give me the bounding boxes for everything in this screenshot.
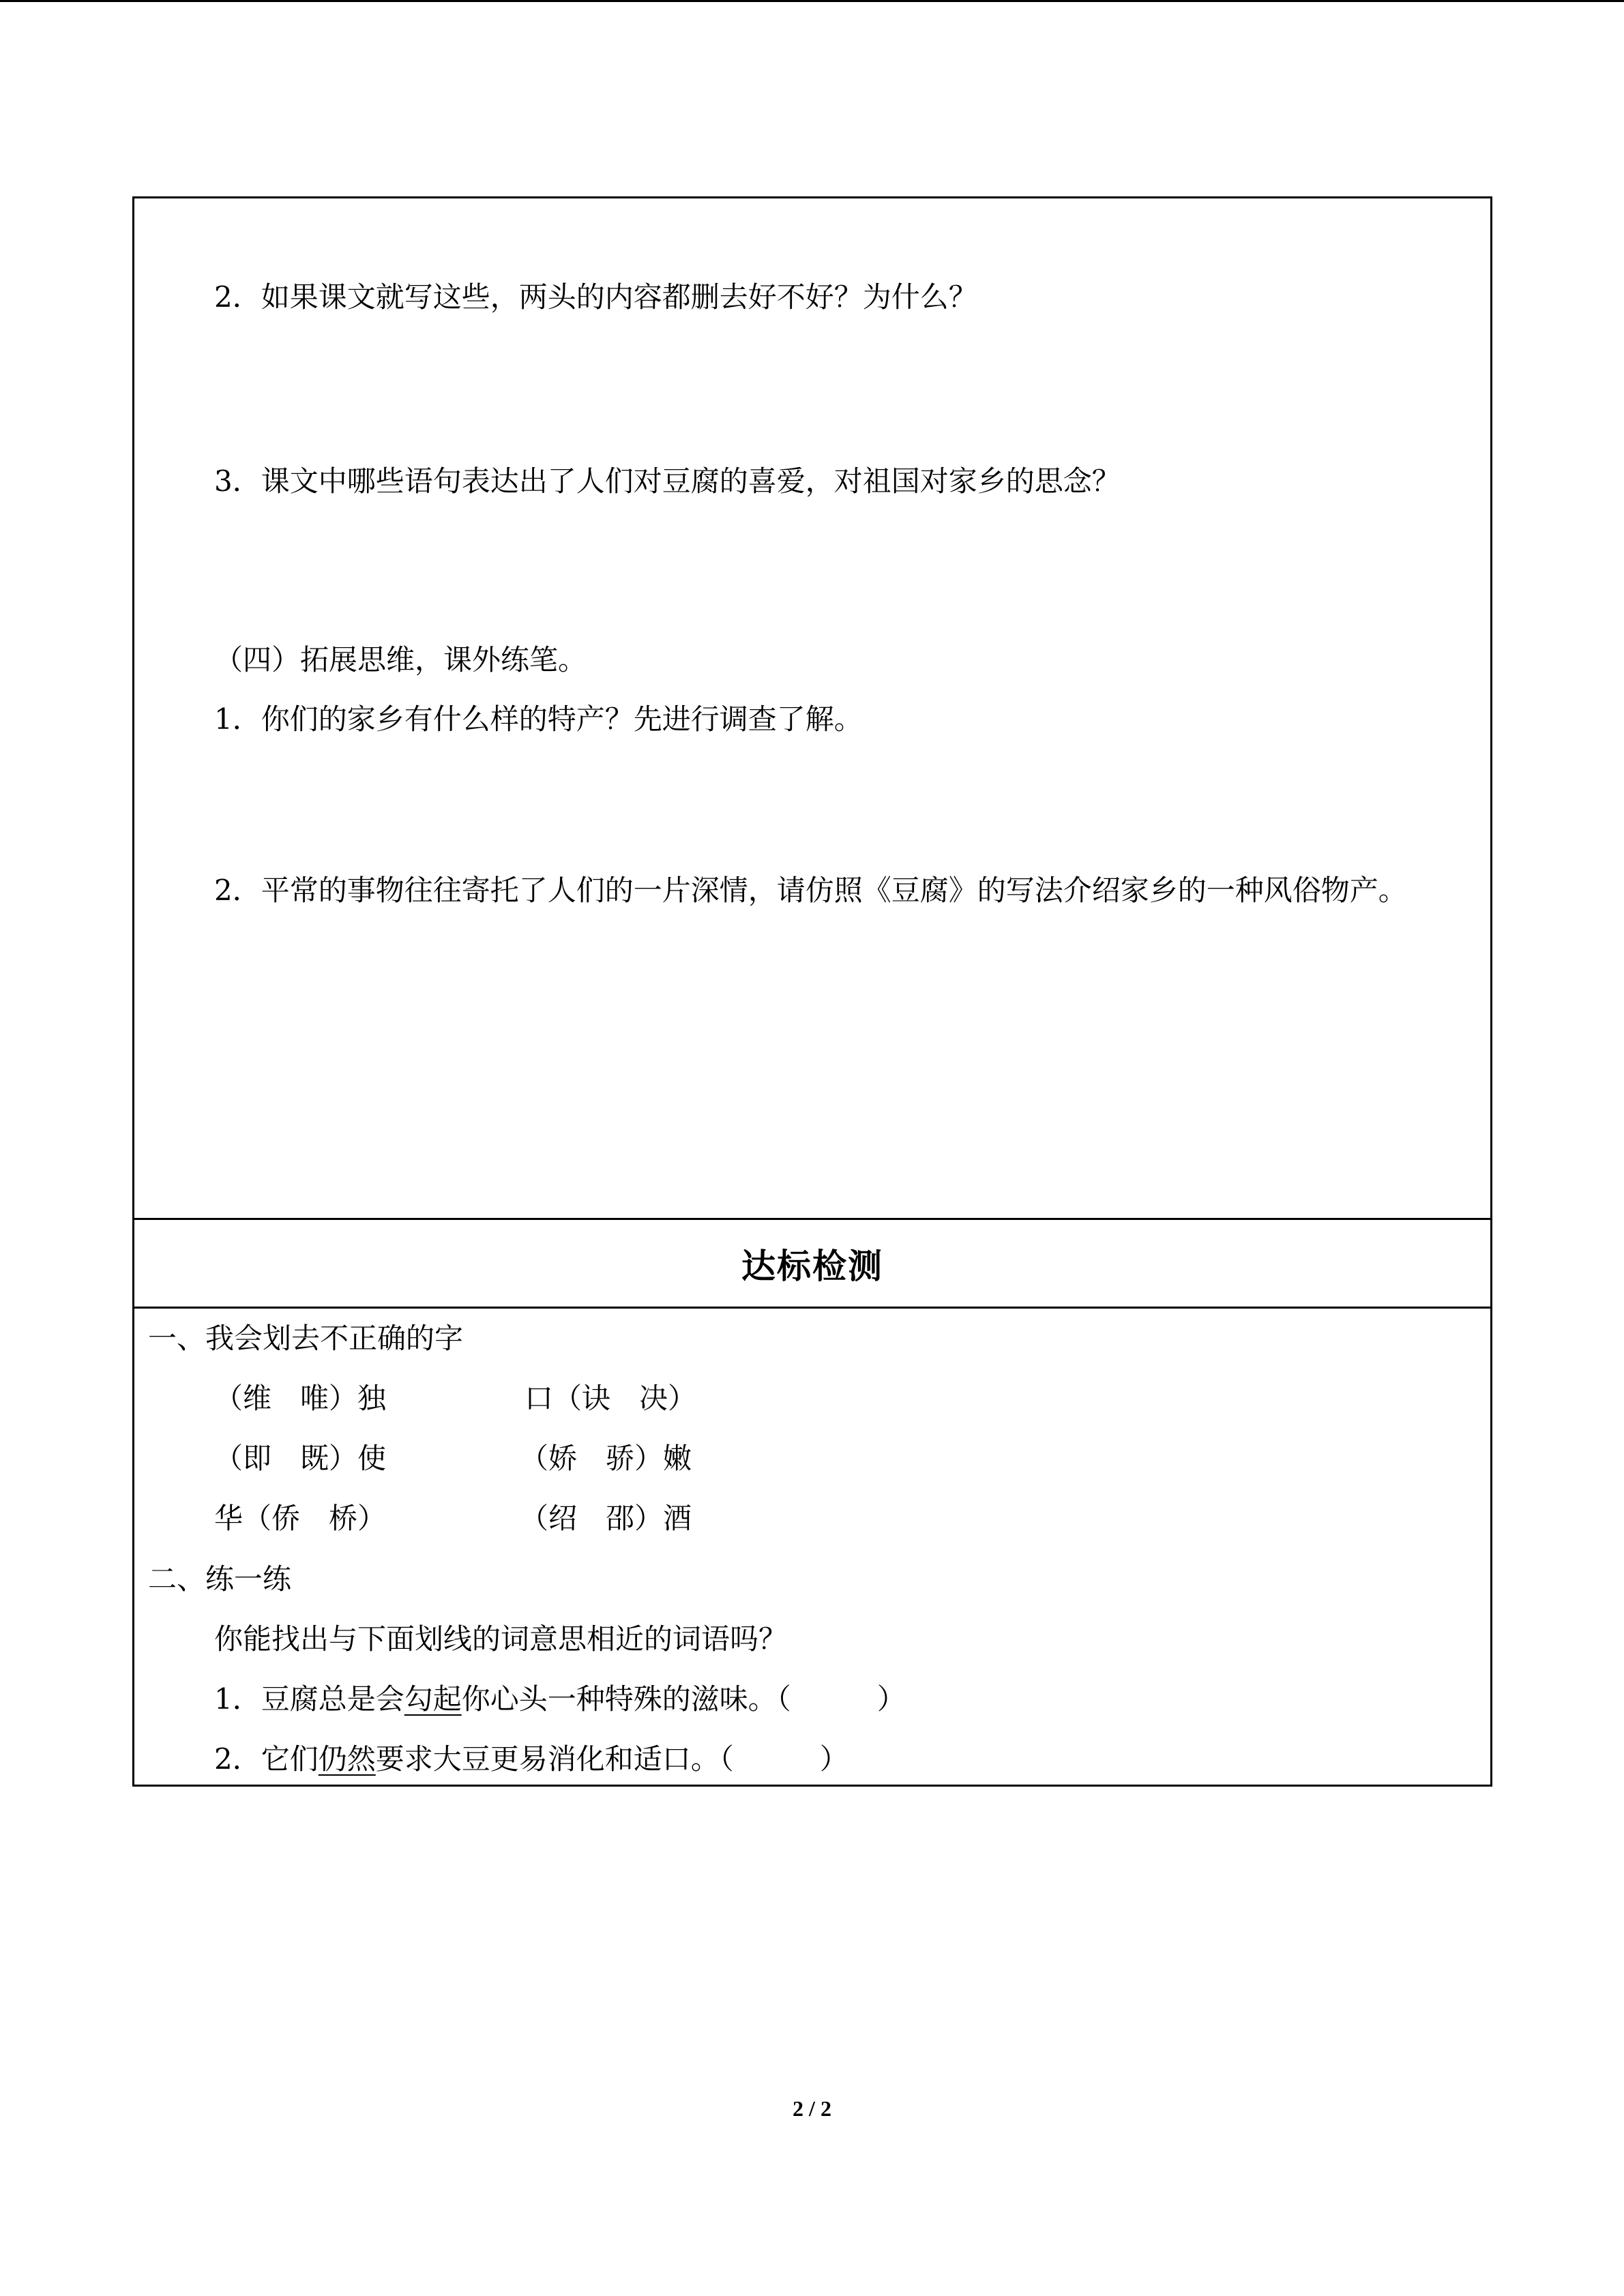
top-rule — [0, 0, 1624, 2]
question-2: 2．如果课文就写这些，两头的内容都删去好不好？为什么？ — [214, 280, 977, 314]
exercise-1-item: 华（侨 桥） — [214, 1502, 387, 1535]
part-4-question-2: 2．平常的事物往往寄托了人们的一片深情，请仿照《豆腐》的写法介绍家乡的一种风俗物产。 — [214, 874, 1407, 907]
exercise-1-heading: 一、我会划去不正确的字 — [148, 1322, 464, 1355]
sentence-1-suffix: 你心头一种特殊的滋味。（ ） — [461, 1682, 906, 1716]
worksheet-table — [132, 196, 1492, 1787]
sentence-2-prefix: 2．它们 — [214, 1742, 319, 1776]
question-3: 3．课文中哪些语句表达出了人们对豆腐的喜爱，对祖国对家乡的思念？ — [214, 464, 1121, 498]
exercise-1-item: （娇 骄）嫩 — [520, 1442, 692, 1475]
exercise-1-item: 口（诀 决） — [525, 1382, 697, 1415]
part-4-heading: （四）拓展思维，课外练笔。 — [214, 643, 587, 676]
exercise-1-item: （即 既）使 — [214, 1442, 387, 1475]
page-number: 2 / 2 — [793, 2096, 831, 2121]
reading-questions-section — [134, 198, 1490, 1220]
assessment-body — [134, 1309, 1490, 1785]
assessment-header — [134, 1220, 1490, 1309]
exercise-2-heading: 二、练一练 — [148, 1562, 292, 1596]
part-4-question-1: 1．你们的家乡有什么样的特产？先进行调查了解。 — [214, 702, 863, 736]
exercise-2-prompt: 你能找出与下面划线的词意思相近的词语吗？ — [214, 1622, 788, 1656]
sentence-2-underlined-word: 仍然 — [318, 1742, 376, 1776]
sentence-1-underlined-word: 勾起 — [404, 1682, 462, 1716]
assessment-title: 达标检测 — [741, 1246, 883, 1286]
exercise-2-sentence-1 — [214, 1679, 906, 1720]
exercise-1-item: （维 唯）独 — [214, 1382, 387, 1415]
sentence-2-suffix: 要求大豆更易消化和适口。（ ） — [375, 1742, 848, 1776]
exercise-1-item: （绍 邵）酒 — [520, 1502, 692, 1535]
sentence-1-prefix: 1．豆腐总是会 — [214, 1682, 404, 1716]
exercise-2-sentence-2 — [214, 1739, 848, 1780]
